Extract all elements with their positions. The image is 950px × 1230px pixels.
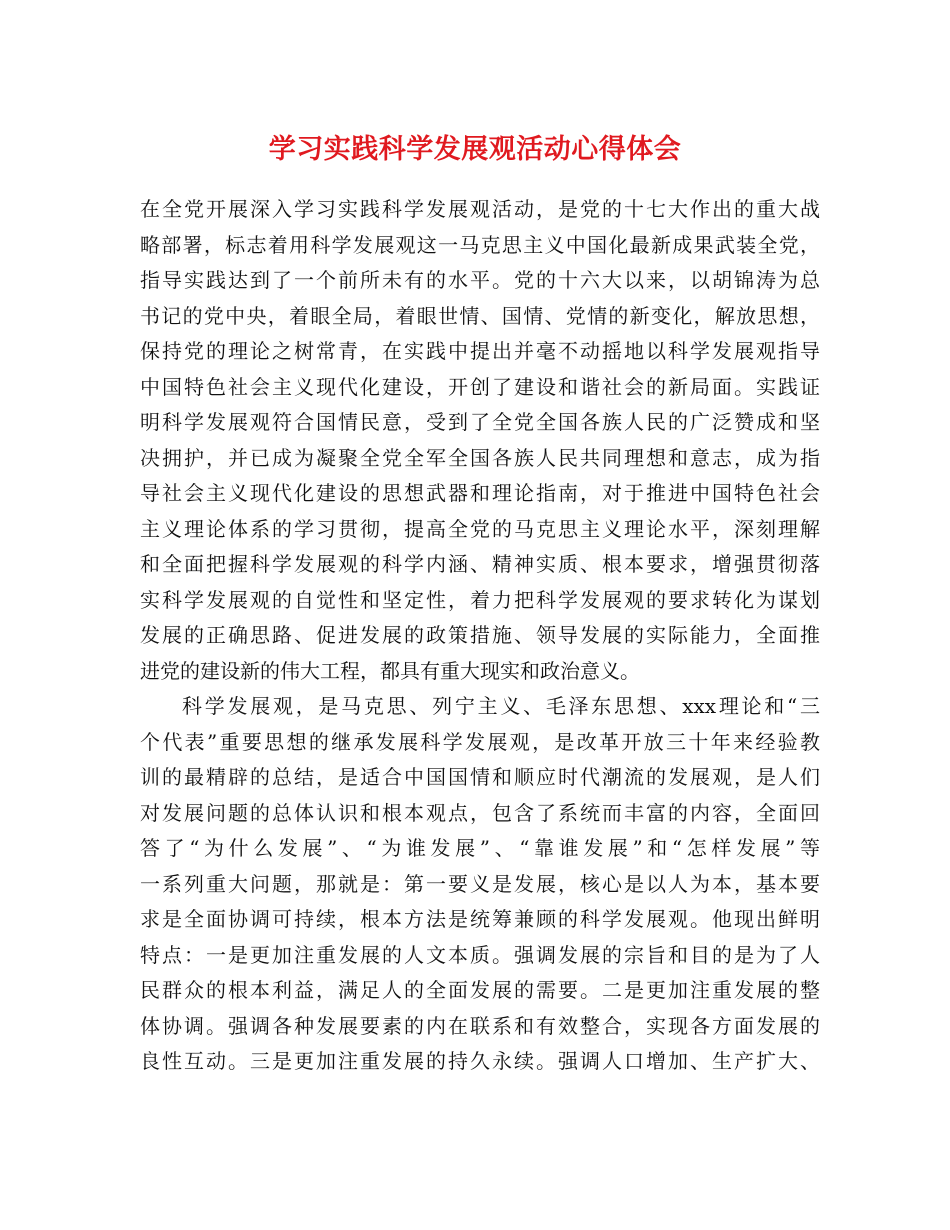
text-line: 明科学发展观符合国情民意，受到了全党全国各族人民的广泛赞成和坚: [140, 410, 820, 434]
text-line: 体协调。强调各种发展要素的内在联系和有效整合，实现各方面发展的: [140, 1013, 820, 1038]
text-line: 训的最精辟的总结，是适合中国国情和顺应时代潮流的发展观，是人们: [140, 765, 820, 789]
text-line: 和全面把握科学发展观的科学内涵、精神实质、根本要求，增强贯彻落: [140, 552, 820, 576]
text-line: 导社会主义现代化建设的思想武器和理论指南，对于推进中国特色社会: [140, 481, 820, 505]
text-line: 特点：一是更加注重发展的人文本质。强调发展的宗旨和目的是为了人: [140, 942, 820, 967]
text-line: 指导实践达到了一个前所未有的水平。党的十六大以来，以胡锦涛为总: [140, 268, 820, 292]
paragraph: [140, 689, 820, 1080]
text-line: 对发展问题的总体认识和根本观点，包含了系统而丰富的内容，全面回: [140, 800, 820, 825]
text-line: 答了“为什么发展”、“为谁发展”、“靠谁发展”和“怎样发展”等: [140, 836, 820, 860]
text-line: 个代表”重要思想的继承发展科学发展观，是改革开放三十年来经验教: [140, 729, 820, 754]
text-line: 科学发展观，是马克思、列宁主义、毛泽东思想、xxx理论和“三: [182, 694, 820, 718]
text-line: 民群众的根本利益，满足人的全面发展的需要。二是更加注重发展的整: [140, 978, 820, 1002]
text-line: 决拥护，并已成为凝聚全党全军全国各族人民共同理想和意志，成为指: [140, 445, 820, 470]
document-body: [140, 192, 820, 1080]
text-line: 一系列重大问题，那就是：第一要义是发展，核心是以人为本，基本要: [140, 871, 820, 896]
paragraph: [140, 192, 820, 689]
text-line: 发展的正确思路、促进发展的政策措施、领导发展的实际能力，全面推: [140, 623, 820, 647]
text-line: 主义理论体系的学习贯彻，提高全党的马克思主义理论水平，深刻理解: [140, 516, 820, 541]
text-line: 中国特色社会主义现代化建设，开创了建设和谐社会的新局面。实践证: [140, 374, 820, 399]
text-line: 在全党开展深入学习实践科学发展观活动，是党的十七大作出的重大战: [140, 197, 820, 221]
text-line: 良性互动。三是更加注重发展的持久永续。强调人口增加、生产扩大、: [140, 1049, 820, 1073]
text-line: 略部署，标志着用科学发展观这一马克思主义中国化最新成果武装全党，: [140, 232, 820, 257]
text-line: 保持党的理论之树常青，在实践中提出并毫不动摇地以科学发展观指导: [140, 339, 820, 363]
text-line: 实科学发展观的自觉性和坚定性，着力把科学发展观的要求转化为谋划: [140, 587, 820, 612]
text-line: 书记的党中央，着眼全局，着眼世情、国情、党情的新变化，解放思想，: [140, 303, 820, 328]
page-title: 学习实践科学发展观活动心得体会: [268, 134, 682, 165]
text-line: 求是全面协调可持续，根本方法是统筹兼顾的科学发展观。他现出鲜明: [140, 907, 820, 931]
text-line: 进党的建设新的伟大工程，都具有重大现实和政治意义。: [140, 658, 640, 683]
